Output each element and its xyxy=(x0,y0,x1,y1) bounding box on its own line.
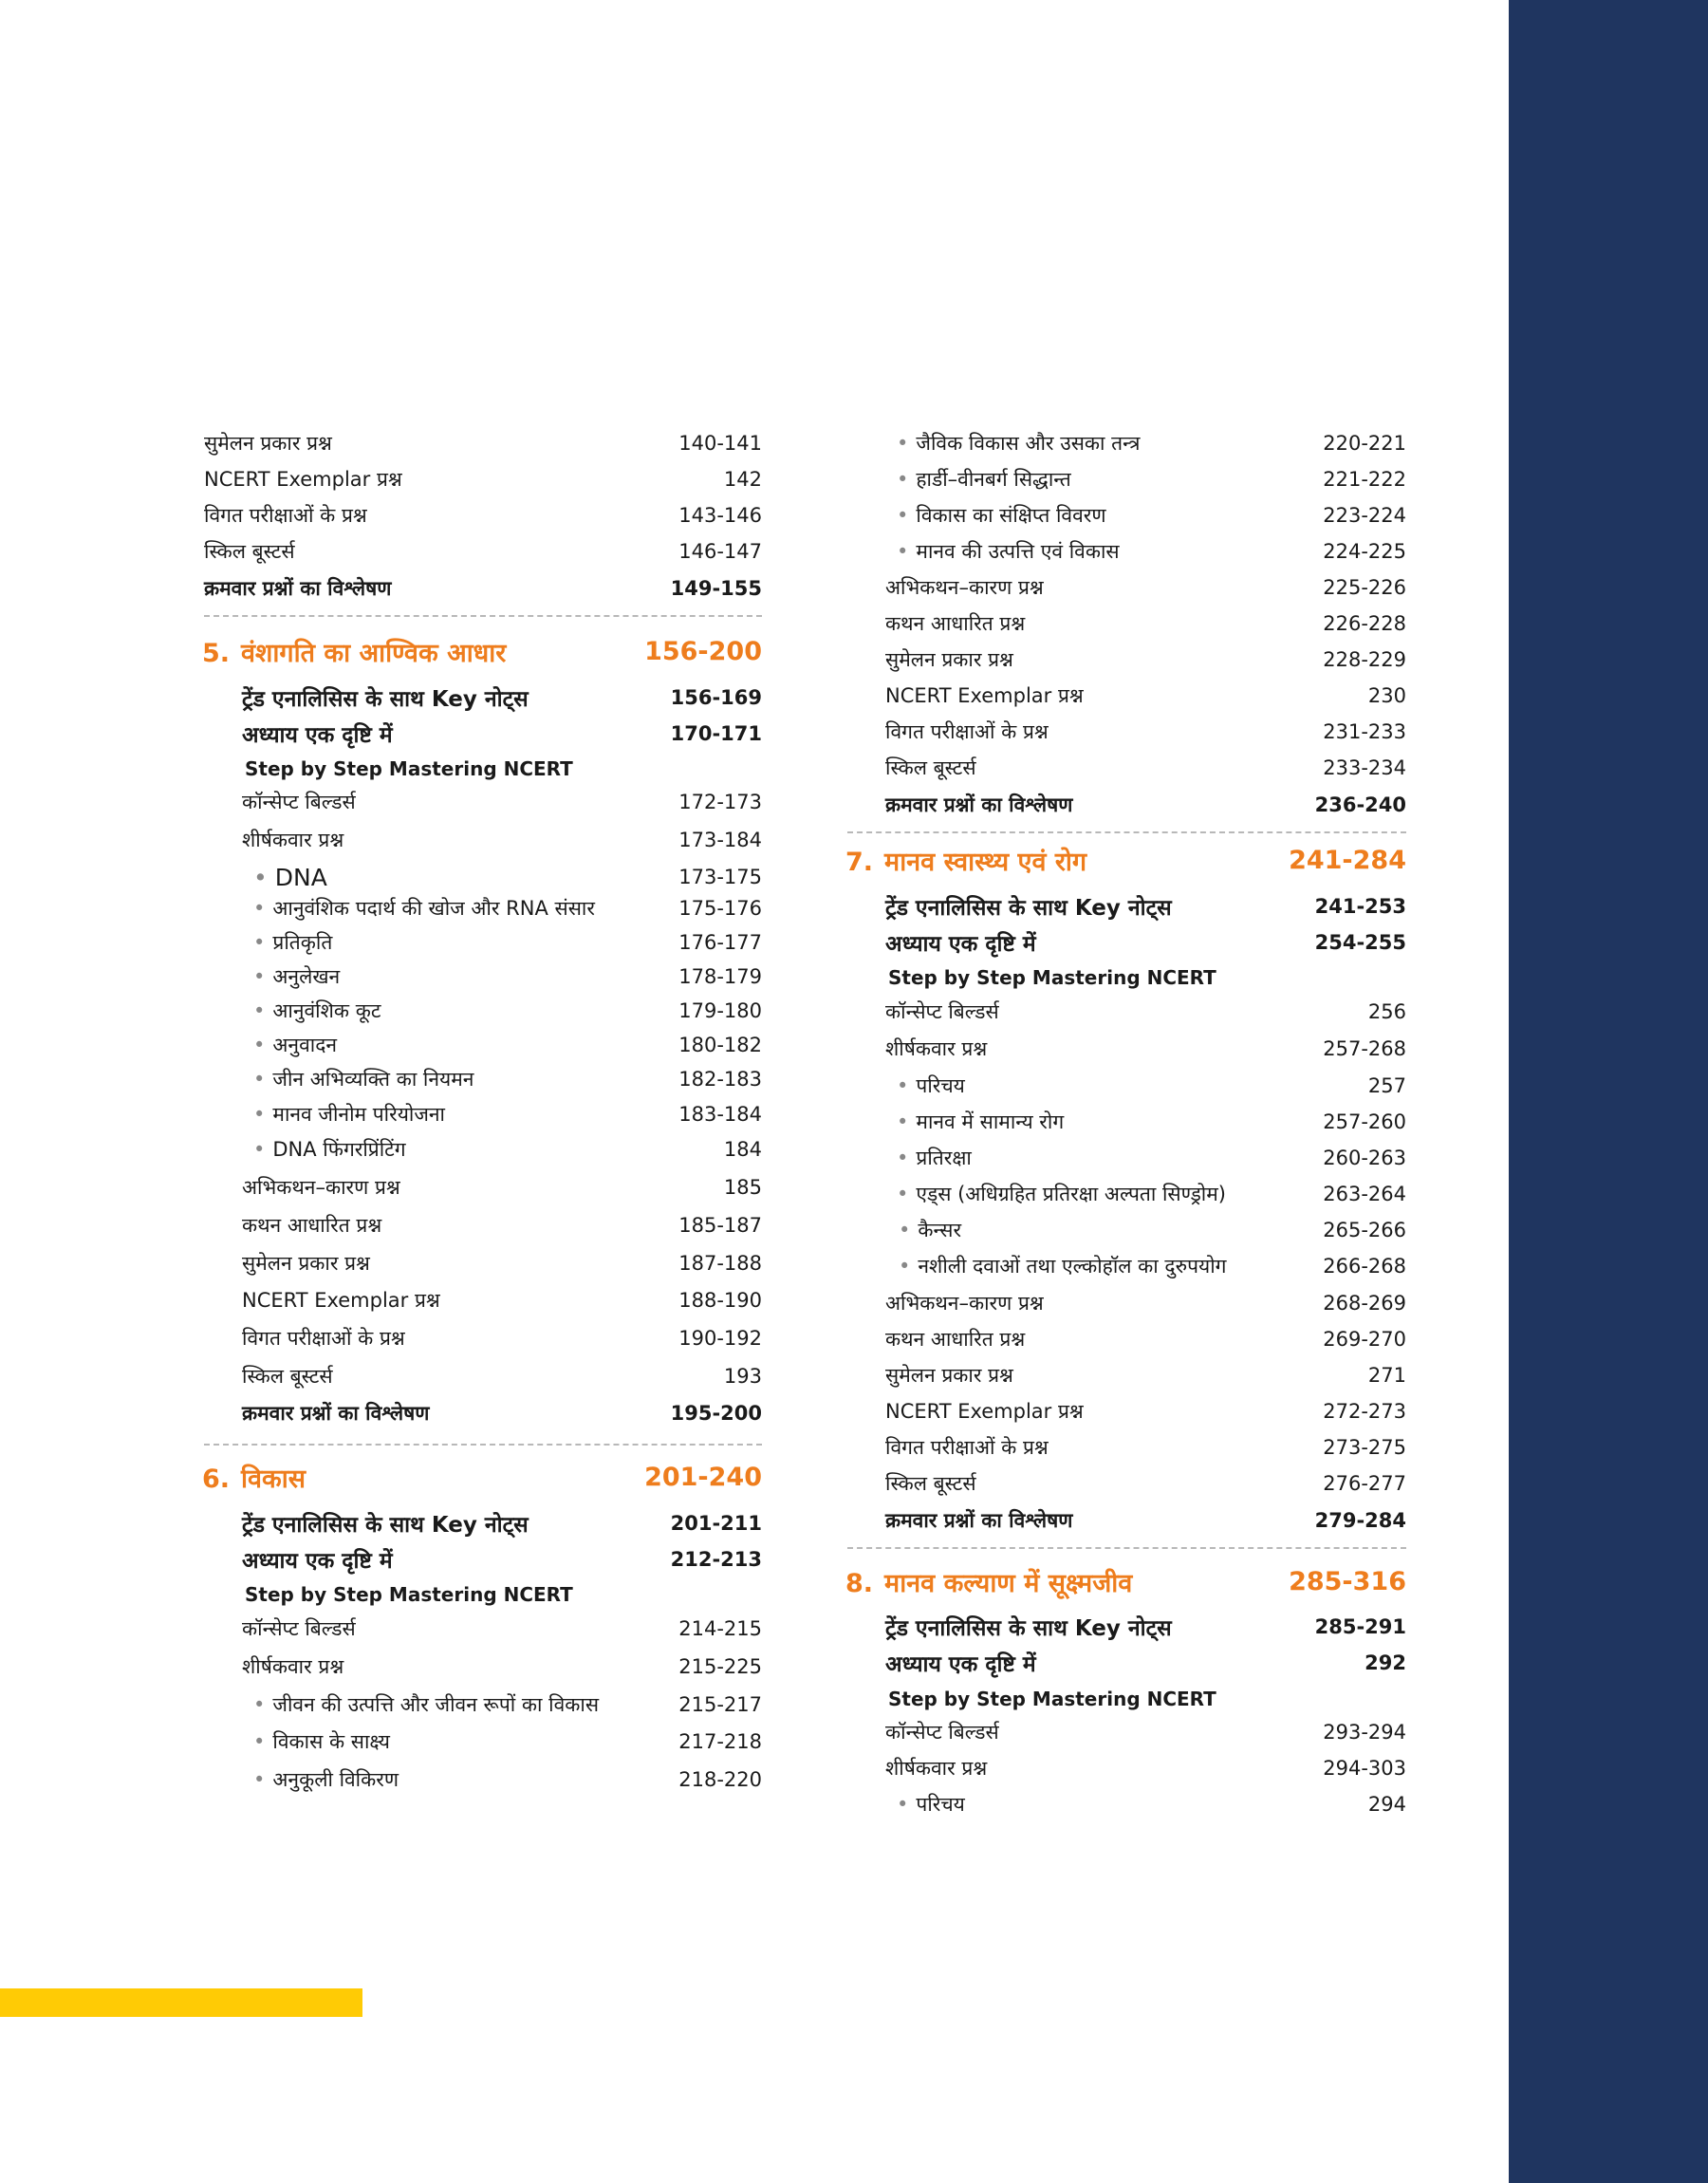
section-divider xyxy=(847,1547,1406,1549)
toc-entry[interactable]: ट्रेंड एनालिसिस के साथ Key नोट्स 285-291 xyxy=(885,1615,1406,1641)
toc-subentry[interactable]: • जीवन की उत्पत्ति और जीवन रूपों का विकास 215-217 xyxy=(242,1689,762,1721)
toc-entry[interactable]: कथन आधारित प्रश्न 185-187 xyxy=(242,1214,762,1237)
toc-subentry[interactable]: • परिचय 257 xyxy=(885,1070,1406,1102)
toc-entry[interactable]: शीर्षकवार प्रश्न 215-225 xyxy=(242,1655,762,1678)
toc-entry[interactable]: सुमेलन प्रकार प्रश्न 228-229 xyxy=(885,648,1406,671)
toc-entry[interactable]: अध्याय एक दृष्टि में 212-213 xyxy=(242,1548,762,1574)
toc-entry[interactable]: क्रमवार प्रश्नों का विश्लेषण 195-200 xyxy=(242,1402,762,1425)
toc-entry[interactable]: स्किल बूस्टर्स 146-147 xyxy=(204,540,762,563)
section-divider xyxy=(204,615,762,617)
toc-entry[interactable]: क्रमवार प्रश्नों का विश्लेषण 279-284 xyxy=(885,1509,1406,1532)
toc-subentry[interactable]: • विकास के साक्ष्य 217-218 xyxy=(242,1726,762,1758)
toc-entry[interactable]: शीर्षकवार प्रश्न 294-303 xyxy=(885,1757,1406,1780)
toc-entry[interactable]: ट्रेंड एनालिसिस के साथ Key नोट्स 201-211 xyxy=(242,1512,762,1538)
toc-entry[interactable]: अध्याय एक दृष्टि में 292 xyxy=(885,1651,1406,1677)
toc-entry[interactable]: शीर्षकवार प्रश्न 257-268 xyxy=(885,1037,1406,1060)
toc-subentry[interactable]: • अनुकूली विकिरण 218-220 xyxy=(242,1763,762,1796)
toc-entry[interactable]: अभिकथन–कारण प्रश्न 225-226 xyxy=(885,576,1406,599)
toc-entry[interactable]: ट्रेंड एनालिसिस के साथ Key नोट्स 241-253 xyxy=(885,895,1406,921)
toc-subentry[interactable]: • विकास का संक्षिप्त विवरण 223-224 xyxy=(885,499,1406,532)
toc-entry[interactable]: NCERT Exemplar प्रश्न 142 xyxy=(204,468,762,491)
toc-entry[interactable]: विगत परीक्षाओं के प्रश्न 231-233 xyxy=(885,720,1406,743)
toc-subentry[interactable]: • आनुवंशिक पदार्थ की खोज और RNA संसार 175-176 xyxy=(242,892,762,924)
toc-entry[interactable]: स्किल बूस्टर्स 276-277 xyxy=(885,1472,1406,1495)
toc-entry[interactable]: शीर्षकवार प्रश्न 173-184 xyxy=(242,829,762,851)
toc-subentry[interactable]: • DNA फिंगरप्रिंटिंग 184 xyxy=(242,1133,762,1166)
toc-subentry[interactable]: • DNA 173-175 xyxy=(242,861,762,893)
toc-entry[interactable]: स्किल बूस्टर्स 233-234 xyxy=(885,756,1406,779)
toc-entry[interactable]: कॉन्सेप्ट बिल्डर्स 172-173 xyxy=(242,791,762,813)
toc-subentry[interactable]: • अनुवादन 180-182 xyxy=(242,1029,762,1061)
toc-subheading: Step by Step Mastering NCERT xyxy=(245,1583,573,1606)
toc-subheading: Step by Step Mastering NCERT xyxy=(888,966,1216,989)
toc-entry[interactable]: ट्रेंड एनालिसिस के साथ Key नोट्स 156-169 xyxy=(242,686,762,712)
toc-entry[interactable]: सुमेलन प्रकार प्रश्न 187-188 xyxy=(242,1252,762,1275)
toc-subentry[interactable]: • हार्डी–वीनबर्ग सिद्धान्त 221-222 xyxy=(885,463,1406,495)
toc-subheading: Step by Step Mastering NCERT xyxy=(888,1688,1216,1710)
navy-sidebar xyxy=(1509,0,1708,2183)
section-divider xyxy=(204,1444,762,1446)
toc-subentry[interactable]: • प्रतिकृति 176-177 xyxy=(242,926,762,959)
chapter-heading[interactable]: 7. मानव स्वास्थ्य एवं रोग 241-284 xyxy=(845,845,1406,877)
toc-entry[interactable]: क्रमवार प्रश्नों का विश्लेषण 149-155 xyxy=(204,577,762,600)
toc-entry[interactable]: कॉन्सेप्ट बिल्डर्स 214-215 xyxy=(242,1617,762,1640)
toc-entry[interactable]: अभिकथन–कारण प्रश्न 185 xyxy=(242,1176,762,1199)
toc-entry[interactable]: कॉन्सेप्ट बिल्डर्स 293-294 xyxy=(885,1721,1406,1744)
toc-entry[interactable]: NCERT Exemplar प्रश्न 272-273 xyxy=(885,1400,1406,1423)
toc-entry[interactable]: NCERT Exemplar प्रश्न 188-190 xyxy=(242,1289,762,1312)
toc-entry[interactable]: क्रमवार प्रश्नों का विश्लेषण 236-240 xyxy=(885,793,1406,816)
toc-subentry[interactable]: • एड्स (अधिग्रहित प्रतिरक्षा अल्पता सिण्ड्रोम) 263-264 xyxy=(885,1178,1406,1210)
chapter-heading[interactable]: 8. मानव कल्याण में सूक्ष्मजीव 285-316 xyxy=(845,1566,1406,1598)
toc-subentry[interactable]: • कैन्सर 265-266 xyxy=(885,1214,1406,1246)
toc-subentry[interactable]: • प्रतिरक्षा 260-263 xyxy=(885,1142,1406,1174)
toc-entry[interactable]: विगत परीक्षाओं के प्रश्न 273-275 xyxy=(885,1436,1406,1459)
toc-subentry[interactable]: • जीन अभिव्यक्ति का नियमन 182-183 xyxy=(242,1063,762,1095)
chapter-heading[interactable]: 6. विकास 201-240 xyxy=(202,1462,762,1494)
toc-subentry[interactable]: • नशीली दवाओं तथा एल्कोहॉल का दुरुपयोग 266-268 xyxy=(885,1250,1406,1282)
toc-entry[interactable]: अभिकथन–कारण प्रश्न 268-269 xyxy=(885,1292,1406,1315)
section-divider xyxy=(847,831,1406,833)
toc-subentry[interactable]: • परिचय 294 xyxy=(885,1788,1406,1820)
toc-entry[interactable]: अध्याय एक दृष्टि में 254-255 xyxy=(885,931,1406,957)
toc-subheading: Step by Step Mastering NCERT xyxy=(245,757,573,780)
toc-entry[interactable]: विगत परीक्षाओं के प्रश्न 190-192 xyxy=(242,1327,762,1350)
toc-entry[interactable]: अध्याय एक दृष्टि में 170-171 xyxy=(242,722,762,748)
toc-entry[interactable]: सुमेलन प्रकार प्रश्न 271 xyxy=(885,1364,1406,1387)
toc-subentry[interactable]: • मानव जीनोम परियोजना 183-184 xyxy=(242,1098,762,1130)
toc-entry[interactable]: सुमेलन प्रकार प्रश्न 140-141 xyxy=(204,432,762,455)
toc-subentry[interactable]: • अनुलेखन 178-179 xyxy=(242,961,762,993)
toc-subentry[interactable]: • जैविक विकास और उसका तन्त्र 220-221 xyxy=(885,427,1406,459)
toc-subentry[interactable]: • मानव में सामान्य रोग 257-260 xyxy=(885,1106,1406,1138)
yellow-accent-bar xyxy=(0,1988,362,2017)
toc-entry[interactable]: विगत परीक्षाओं के प्रश्न 143-146 xyxy=(204,504,762,527)
toc-subentry[interactable]: • मानव की उत्पत्ति एवं विकास 224-225 xyxy=(885,535,1406,568)
toc-entry[interactable]: कॉन्सेप्ट बिल्डर्स 256 xyxy=(885,1000,1406,1023)
toc-subentry[interactable]: • आनुवंशिक कूट 179-180 xyxy=(242,995,762,1027)
chapter-heading[interactable]: 5. वंशागति का आण्विक आधार 156-200 xyxy=(202,636,762,668)
toc-entry[interactable]: कथन आधारित प्रश्न 269-270 xyxy=(885,1328,1406,1351)
toc-entry[interactable]: कथन आधारित प्रश्न 226-228 xyxy=(885,612,1406,635)
toc-entry[interactable]: NCERT Exemplar प्रश्न 230 xyxy=(885,684,1406,707)
toc-entry[interactable]: स्किल बूस्टर्स 193 xyxy=(242,1365,762,1388)
